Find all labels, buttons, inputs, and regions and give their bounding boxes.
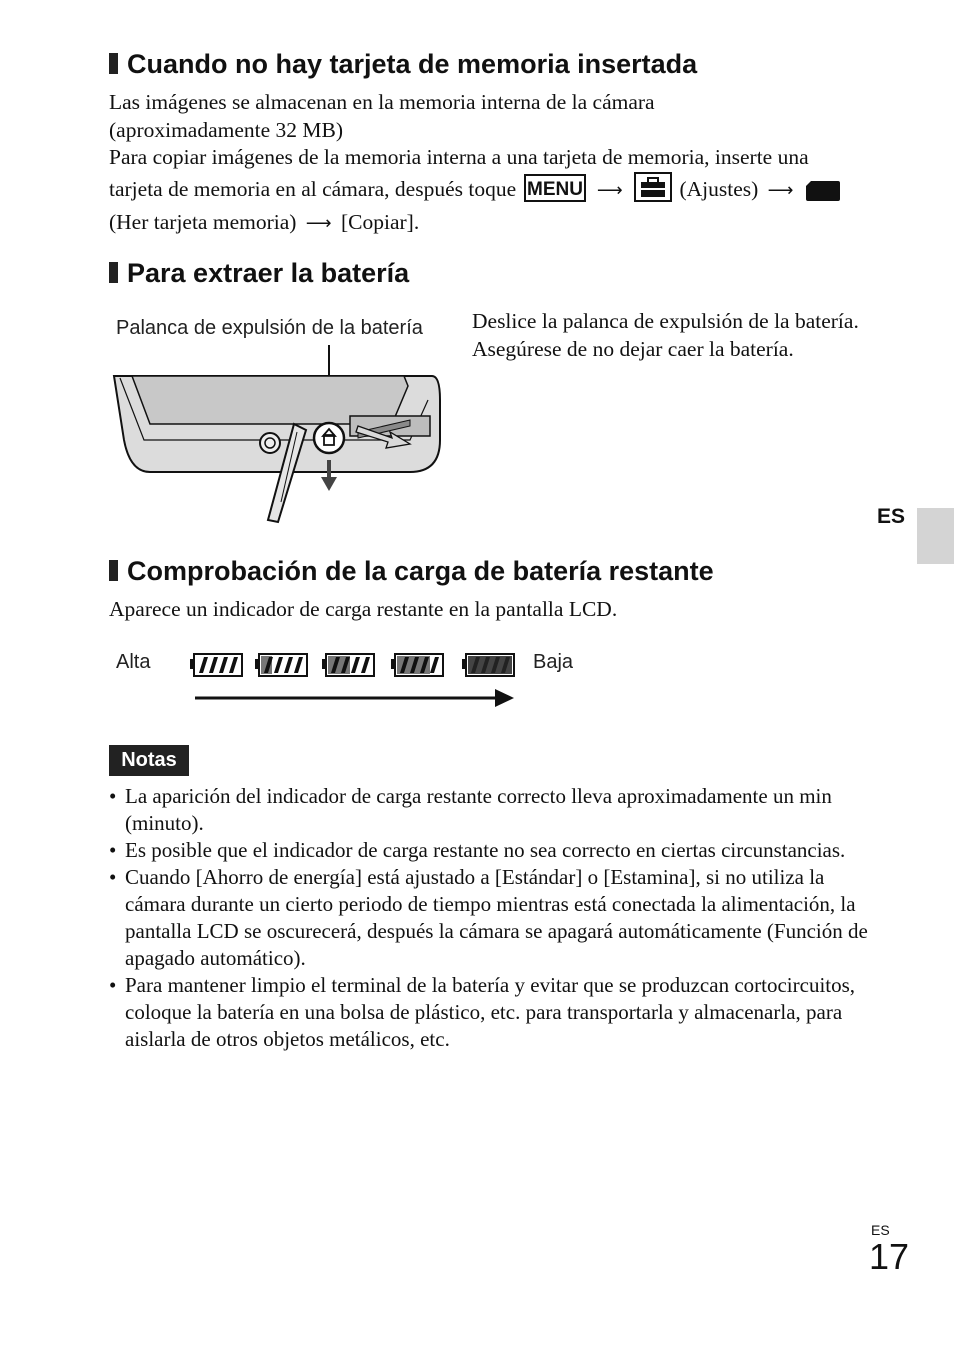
direction-arrow-head bbox=[495, 689, 514, 707]
arrow-icon: ⟶ bbox=[767, 179, 794, 201]
eject-lever-callout: Palanca de expulsión de la batería bbox=[116, 317, 423, 339]
battery-indicator-icon bbox=[391, 654, 443, 676]
internal-memory-paragraph: Las imágenes se almacenan en la memoria interna de la cámara (aproximadamente 32 MB) bbox=[109, 90, 655, 142]
note-item: • Es posible que el indicador de carga restante no sea correcto en ciertas circunstancias. bbox=[109, 837, 869, 864]
menu-icon-text: MENU bbox=[526, 178, 583, 200]
copy-label: [Copiar]. bbox=[340, 210, 420, 234]
section-heading-no-card bbox=[109, 49, 697, 80]
section-heading-battery-check bbox=[109, 556, 714, 587]
heading-marker bbox=[109, 53, 118, 74]
page-number: 17 bbox=[869, 1236, 910, 1277]
footer-lang: ES bbox=[871, 1222, 890, 1238]
menu-icon bbox=[524, 174, 586, 210]
memory-card-icon bbox=[805, 180, 841, 210]
copy-instructions-paragraph bbox=[109, 144, 859, 238]
heading-text: Cuando no hay tarjeta de memoria insertada bbox=[127, 49, 698, 79]
toolbox-settings-icon bbox=[634, 172, 672, 210]
notes-list bbox=[109, 783, 869, 1053]
low-label: Baja bbox=[533, 651, 574, 673]
battery-level-diagram bbox=[185, 650, 525, 712]
section-heading-remove-battery bbox=[109, 258, 409, 289]
battery-indicator-description: Aparece un indicador de carga restante en la pantalla LCD. bbox=[109, 597, 618, 621]
arrow-icon: ⟶ bbox=[596, 179, 623, 201]
battery-indicator-icon bbox=[190, 654, 242, 676]
high-label: Alta bbox=[116, 651, 151, 673]
heading-text: Comprobación de la carga de batería restante bbox=[127, 556, 714, 586]
language-tab-label: ES bbox=[877, 505, 906, 528]
remove-battery-description: Deslice la palanca de expulsión de la batería. Asegúrese de no dejar caer la batería. bbox=[472, 309, 859, 361]
camera-bottom-illustration bbox=[110, 340, 450, 525]
note-item: • Para mantener limpio el terminal de la batería y evitar que se produzcan cortocircuitos, coloque la batería en una bolsa de plástico, etc. para transportarla y almacenarla, para aislarla de otros objetos metálicos, etc. bbox=[109, 972, 869, 1053]
format-card-label: (Her tarjeta memoria) bbox=[109, 210, 297, 234]
note-item: • La aparición del indicador de carga restante correcto lleva aproximadamente un min (minuto). bbox=[109, 783, 869, 837]
battery-indicator-icon bbox=[462, 654, 514, 676]
battery-indicator-icon bbox=[255, 654, 307, 676]
copy-instructions-text: Para copiar imágenes de la memoria interna a una tarjeta de memoria, inserte una tarjeta de memoria en al cámara, después toque bbox=[109, 145, 809, 201]
notes-badge: Notas bbox=[109, 745, 189, 776]
arrow-icon: ⟶ bbox=[305, 213, 332, 234]
settings-label: (Ajustes) bbox=[679, 176, 759, 201]
heading-marker bbox=[109, 262, 118, 283]
heading-marker bbox=[109, 560, 118, 581]
down-arrow bbox=[321, 477, 337, 491]
heading-text: Para extraer la batería bbox=[127, 258, 410, 288]
tripod-socket bbox=[260, 433, 280, 453]
language-tab bbox=[917, 508, 954, 564]
note-item: • Cuando [Ahorro de energía] está ajustado a [Estándar] o [Estamina], si no utiliza la cámara durante un cierto periodo de tiempo mientras está conectada la alimentación, la pantalla LCD se oscurecerá, después la cámara se apagará automáticamente (Función de apagado automático). bbox=[109, 864, 869, 972]
eject-lever bbox=[314, 423, 344, 453]
battery-indicator-icon bbox=[322, 654, 374, 676]
